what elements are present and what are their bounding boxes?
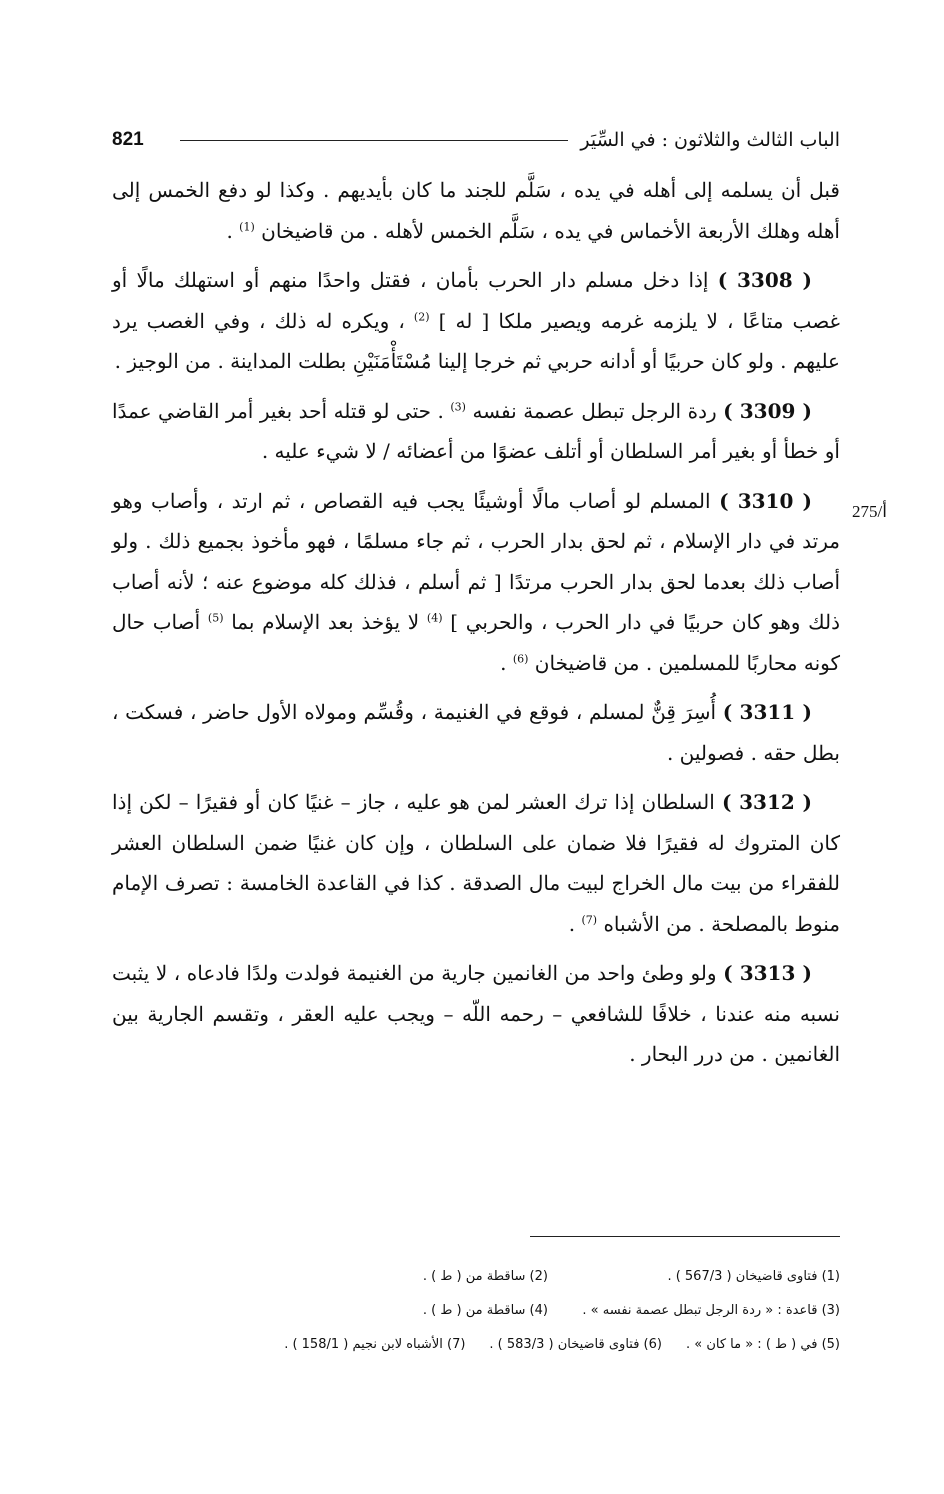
entry-number: ( 3312 ) bbox=[721, 790, 812, 814]
text-segment: . bbox=[568, 911, 582, 936]
text-segment: أصاب حال كونه محاربًا للمسلمين . من قاضيخان bbox=[112, 610, 840, 675]
paragraph-3309 bbox=[112, 391, 840, 472]
text-segment: ردة الرجل تبطل عصمة نفسه bbox=[465, 398, 724, 423]
footnote-row bbox=[112, 1260, 840, 1294]
running-title: الباب الثالث والثلاثون : في السِّيَر bbox=[580, 129, 840, 151]
text-segment: أُسِرَ قِنٌّ لمسلم ، فوقع في الغنيمة ، وقُسِّم ومولاه الأول حاضر ، فسكت ، بطل حقه . فصولين . bbox=[112, 700, 840, 765]
header-rule bbox=[180, 140, 568, 141]
footnote-2: (2) ساقطة من ( ط ) . bbox=[422, 1269, 548, 1284]
page-number: 821 bbox=[112, 129, 144, 150]
footnote-1: (1) فتاوى قاضيخان ( 567/3 ) . bbox=[667, 1269, 840, 1284]
footnote-4: (4) ساقطة من ( ط ) . bbox=[422, 1303, 548, 1318]
paragraph-3311 bbox=[112, 692, 840, 773]
text-segment: . حتى لو قتله أحد بغير أمر القاضي عمدًا أو خطأ أو بغير أمر السلطان أو أتلف عضوًا من أعضائه / لا شيء عليه . bbox=[112, 398, 840, 463]
footnote-ref: (4) bbox=[426, 611, 443, 625]
entry-number: ( 3310 ) bbox=[719, 488, 812, 513]
entry-number: ( 3311 ) bbox=[722, 700, 813, 724]
text-segment: . bbox=[500, 650, 513, 675]
paragraph-continuation bbox=[112, 170, 840, 251]
text-segment: إذا دخل مسلم دار الحرب بأمان ، فقتل واحدًا منهم أو استهلك مالًا أو غصب متاعًا ، لا يلزمه غرمه ويصير ملكا [ له ] bbox=[112, 268, 840, 333]
entry-number: ( 3308 ) bbox=[717, 268, 812, 292]
footnote-ref: (2) bbox=[413, 309, 430, 323]
text-segment: . bbox=[226, 218, 240, 243]
page-header bbox=[112, 122, 840, 158]
text-line: قبل أن يسلمه إلى أهله في يده ، سَلَّم للجند ما كان بأيديهم . وكذا لو دفع الخمس bbox=[148, 178, 840, 202]
entry-number: ( 3313 ) bbox=[723, 961, 812, 985]
text-segment: المسلم لو أصاب مالًا أوشيئًا يجب فيه القصاص ، ثم ارتد ، وأصاب وهو مرتد في دار الإسلام ، ثم لحق بدار الحرب ، ثم جاء مسلمًا ، فهو مأخوذ بجميع ذلك . ولو أصاب ذلك بعدما لحق بدار الحرب مرتدًا [ ثم أسلم ، فذلك كله موضوع عنه ؛ لأنه أصاب ذلك وهو كان حربيًا في دار الحرب ، والحربي ] bbox=[112, 488, 840, 634]
footnote-6: (6) فتاوى قاضيخان ( 583/3 ) . bbox=[489, 1337, 662, 1352]
footnotes bbox=[112, 1260, 840, 1362]
footnote-row bbox=[112, 1328, 840, 1362]
footnote-rule bbox=[530, 1236, 840, 1237]
footnote-ref: (5) bbox=[207, 611, 224, 625]
footnote-5: (5) في ( ط ) : « ما كان » . bbox=[685, 1337, 840, 1352]
entry-number: ( 3309 ) bbox=[723, 398, 812, 423]
paragraph-3308 bbox=[112, 260, 840, 382]
footnote-ref: (3) bbox=[450, 399, 466, 413]
footnote-3: (3) قاعدة : « ردة الرجل تبطل عصمة نفسه » . bbox=[582, 1303, 840, 1318]
footnote-7: (7) الأشباه لابن نجيم ( 158/1 ) . bbox=[284, 1337, 466, 1352]
text-line: إلى أهله وهلك الأربعة الأخماس في يده ، سَلَّم الخمس لأهله . من قاضيخان bbox=[112, 178, 840, 243]
main-text bbox=[112, 170, 840, 1084]
footnote-ref: (7) bbox=[581, 912, 598, 926]
footnote-ref: (6) bbox=[512, 651, 529, 665]
text-segment: السلطان إذا ترك العشر لمن هو عليه ، جاز – غنيًا كان أو فقيرًا – لكن إذا كان المتروك له فقيرًا فلا ضمان على السلطان ، وإن كان غنيًا ضمن السلطان العشر للفقراء من بيت مال الخراج لبيت مال الصدقة . كذا في القاعدة الخامسة : تصرف الإمام منوط بالمصلحة . من الأشباه bbox=[112, 790, 840, 936]
text-segment: ولو وطئ واحد من الغانمين جارية من الغنيمة فولدت ولدًا فادعاه ، لا يثبت نسبه منه عندنا ، خلافًا للشافعي – رحمه اللّه – ويجب عليه العقر ، وتقسم الجارية بين الغانمين . من درر البحار . bbox=[112, 961, 840, 1066]
footnote-ref: (1) bbox=[239, 219, 255, 233]
paragraph-3313 bbox=[112, 953, 840, 1075]
margin-folio-note: 275/أ bbox=[852, 502, 887, 521]
paragraph-3312 bbox=[112, 782, 840, 944]
paragraph-3310 bbox=[112, 481, 840, 684]
footnote-row bbox=[112, 1294, 840, 1328]
text-segment: ، ويكره له ذلك ، وفي الغصب يرد عليهم . ولو كان حربيًا أو أدانه حربي ثم خرجا إلينا مُسْتَأْمَنَيْنِ بطلت المداينة . من الوجيز . bbox=[112, 308, 840, 373]
text-segment: لا يؤخذ بعد الإسلام بما bbox=[223, 610, 427, 634]
